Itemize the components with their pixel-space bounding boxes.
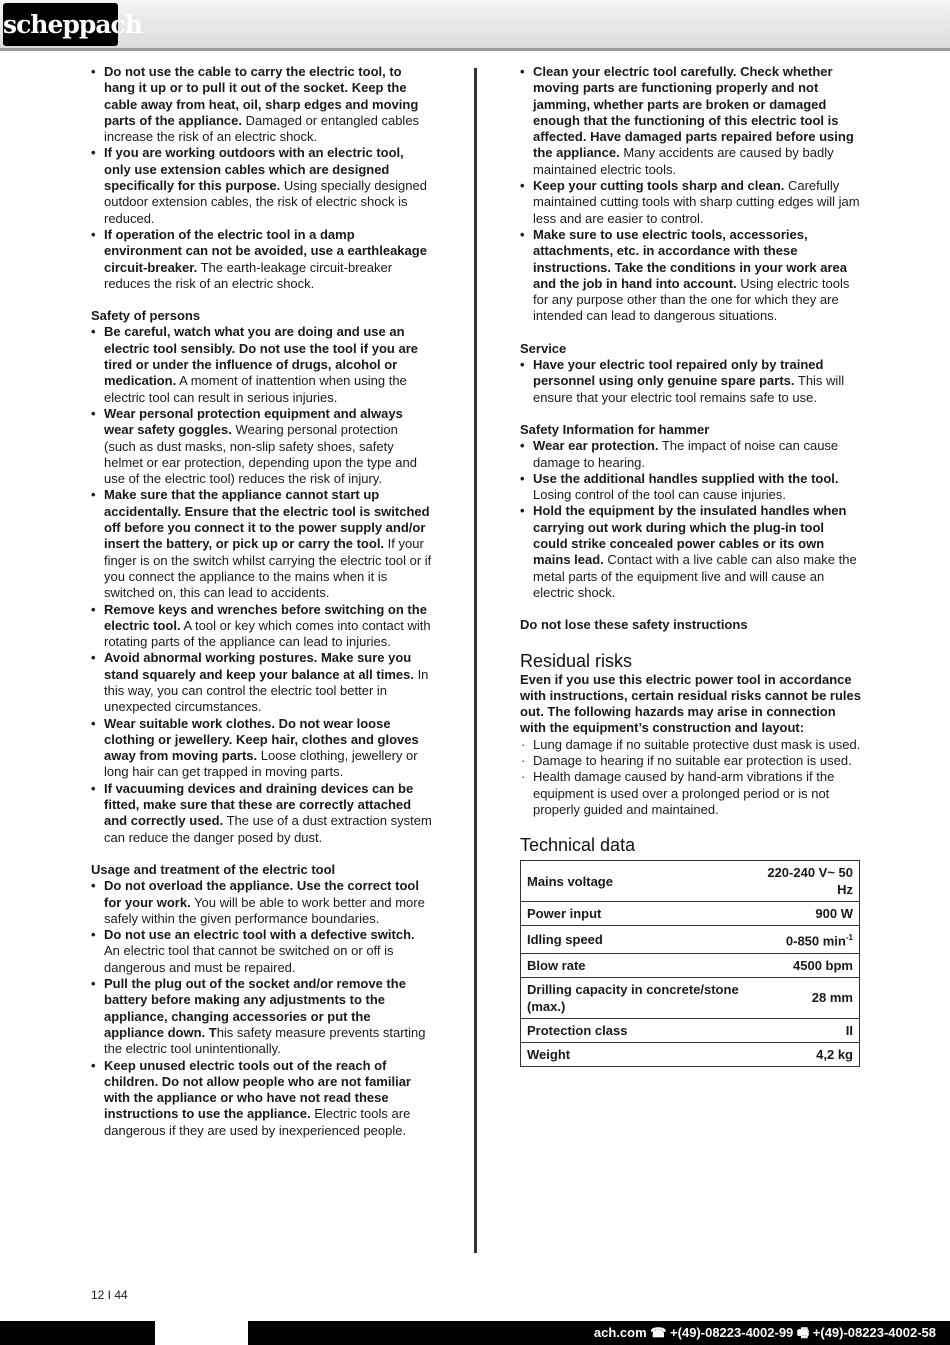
table-row <box>521 926 860 953</box>
right-column <box>520 64 862 1067</box>
list-item-lead: Remove keys and wrenches before switching on the electric tool. <box>104 601 427 633</box>
list-item-text: Using specially designed outdoor extension cables, the risk of electric shock is reduced. <box>104 178 427 226</box>
spec-label: Power input <box>521 902 757 926</box>
list-item: · Lung damage if no suitable protective dust mask is used. <box>520 737 862 753</box>
column-divider <box>474 68 477 1253</box>
usage-list <box>91 878 433 1139</box>
list-item-lead: Do not overload the appliance. Use the correct tool for your work. <box>104 878 419 910</box>
list-item <box>91 781 433 846</box>
spec-value: 220-240 V~ 50 Hz <box>756 861 859 902</box>
persons-list <box>91 324 433 846</box>
list-item-text: his safety measure prevents starting the electric tool unintentionally. <box>104 1024 426 1057</box>
list-item-text: A tool or key which comes into contact with rotating parts of the appliance can lead to injuries. <box>104 617 431 650</box>
list-item <box>520 471 862 504</box>
spec-label: Weight <box>521 1042 757 1066</box>
list-item-text: In this way, you can control the electric tool better in unexpected circumstances. <box>104 666 429 715</box>
list-item-text: The use of a dust extraction system can reduce the danger posed by dust. <box>104 813 432 845</box>
list-item-text: An electric tool that cannot be switched on or off is dangerous and must be repaired. <box>104 943 394 975</box>
list-item-lead: Clean your electric tool carefully. Check whether moving parts are functioning properly and not jamming, whether parts are broken or damaged enough that the functioning of this electric tool is affected. Have damaged parts repaired before using the appliance. <box>533 64 854 161</box>
list-item <box>91 324 433 405</box>
list-item <box>91 406 433 487</box>
service-list <box>520 357 862 406</box>
list-item <box>520 178 862 227</box>
list-item <box>91 145 433 226</box>
page-header <box>0 0 950 51</box>
section-title-persons: Safety of persons <box>91 308 201 324</box>
list-item-text: Carefully maintained cutting tools with sharp cutting edges will jam less and are easier to control. <box>533 178 860 226</box>
footer-contact: ach.com ☎ +(49)-08223-4002-99 🖷 +(49)-08223-4002-58 <box>593 1325 936 1340</box>
page-number: 12 I 44 <box>91 1288 128 1302</box>
list-item-lead: Do not use the cable to carry the electric tool, to hang it up or to pull it out of the socket. Keep the cable away from heat, oil, sharp edges and moving parts of the appliance. <box>104 64 419 128</box>
table-row <box>521 953 860 977</box>
list-item <box>520 503 862 601</box>
list-item <box>91 602 433 651</box>
list-item-text: Contact with a live cable can also make the metal parts of the equipment live and will cause an electric shock. <box>533 552 857 600</box>
list-item: · Damage to hearing if no suitable ear protection is used. <box>520 753 862 769</box>
list-item-text: Losing control of the tool can cause injuries. <box>533 487 786 503</box>
list-item-lead: Be careful, watch what you are doing and use an electric tool sensibly. Do not use the tool if you are tired or under the influence of drugs, alcohol or medication. <box>104 324 418 389</box>
spec-value: 4,2 kg <box>756 1042 859 1066</box>
section-title-service: Service <box>520 340 567 356</box>
list-item <box>91 487 433 601</box>
list-item-text: A moment of inattention when using the electric tool can result in serious injuries. <box>104 373 407 405</box>
keep-instructions-note: Do not lose these safety instructions <box>520 617 748 633</box>
list-item-text: Damaged or entangled cables increase the risk of an electric shock. <box>104 112 420 145</box>
list-item <box>520 438 862 471</box>
hammer-list <box>520 438 862 601</box>
spec-label: Idling speed <box>521 926 757 953</box>
list-item-text: This will ensure that your electric tool remains safe to use. <box>533 373 845 405</box>
spec-label: Drilling capacity in concrete/stone (max.) <box>521 977 757 1018</box>
list-item-text: Electric tools are dangerous if they are used by inexperienced people. <box>104 1106 411 1138</box>
residual-risks-intro: Even if you use this electric power tool in accordance with instructions, certain residual risks cannot be rules out. The following hazards may arise in connection with the equipment’s construction and layout: <box>520 671 861 736</box>
right-intro-list <box>520 64 862 325</box>
list-item-lead: Make sure to use electric tools, accessories, attachments, etc. in accordance with these instructions. Take the conditions in your work area and the job in hand into account. <box>533 226 847 291</box>
section-title-hammer: Safety Information for hammer <box>520 421 710 437</box>
list-item-lead: Have your electric tool repaired only by trained personnel using only genuine spare parts. <box>533 357 824 389</box>
list-item <box>91 227 433 292</box>
list-item-lead: Avoid abnormal working postures. Make sure you stand squarely and keep your balance at all times. <box>104 650 414 682</box>
list-item <box>520 227 862 325</box>
list-item-lead: Keep unused electric tools out of the reach of children. Do not allow people who are not familiar with the appliance or who have not read these instructions to use the appliance. <box>104 1057 411 1122</box>
list-item <box>91 650 433 715</box>
spec-label: Blow rate <box>521 953 757 977</box>
spec-value: 28 mm <box>756 977 859 1018</box>
list-item-lead: Keep your cutting tools sharp and clean. <box>533 178 785 194</box>
list-item-text: Using electric tools for any purpose other than the one for which they are intended can lead to dangerous situations. <box>533 275 850 324</box>
section-title-usage: Usage and treatment of the electric tool <box>91 861 336 877</box>
left-intro-list <box>91 64 433 292</box>
list-item-lead: If vacuuming devices and draining devices can be fitted, make sure that these are correctly attached and correctly used. <box>104 780 414 829</box>
list-item-text: Many accidents are caused by badly maintained electric tools. <box>533 145 834 177</box>
table-row <box>521 1042 860 1066</box>
list-item-lead: Wear personal protection equipment and always wear safety goggles. <box>104 405 403 438</box>
footer-white-block <box>155 1321 248 1345</box>
list-item <box>520 357 862 406</box>
page-footer <box>0 1321 950 1345</box>
list-item-text: If your finger is on the switch whilst carrying the electric tool or if you connect the appliance to the mains when it is switched on, this can lead to accidents. <box>104 536 432 601</box>
list-item-text: Loose clothing, jewellery or long hair can get trapped in moving parts. <box>104 748 418 780</box>
spec-value: 4500 bpm <box>756 953 859 977</box>
spec-label: Mains voltage <box>521 861 757 902</box>
brand-logo: scheppach <box>3 3 118 46</box>
list-item <box>91 878 433 927</box>
list-item-lead: Make sure that the appliance cannot start up accidentally. Ensure that the electric tool is switched off before you connect it to the power supply and/or insert the battery, or pick up or carry the tool. <box>104 487 430 552</box>
spec-value: 900 W <box>756 902 859 926</box>
list-item-lead: Pull the plug out of the socket and/or remove the battery before making any adjustments to the appliance, changing accessories or put the appliance down. T <box>104 976 406 1040</box>
list-item-lead: Wear suitable work clothes. Do not wear loose clothing or jewellery. Keep hair, clothes and gloves away from moving parts. <box>104 715 419 764</box>
list-item-text: The impact of noise can cause damage to hearing. <box>533 438 839 470</box>
table-row <box>521 902 860 926</box>
spec-value: 0-850 $\min^{-1}$ <box>756 926 859 953</box>
table-row <box>521 1018 860 1042</box>
list-item <box>91 927 433 976</box>
spec-value: II <box>756 1018 859 1042</box>
list-item-lead: Wear ear protection. <box>533 438 659 454</box>
technical-data-table <box>520 860 860 1066</box>
residual-risks-heading: Residual risks <box>520 650 633 671</box>
list-item-text: Wearing personal protection (such as dust masks, non-slip safety shoes, safety helmet or ear protection, depending upon the type and use of the electric tool) reduces the risk of injury. <box>104 422 417 487</box>
list-item-lead: If you are working outdoors with an electric tool, only use extension cables which are designed specifically for this purpose. <box>104 145 404 194</box>
list-item-lead: Do not use an electric tool with a defective switch. <box>104 927 415 943</box>
list-item-text: You will be able to work better and more safely within the given performance boundaries. <box>104 894 425 926</box>
list-item-lead: Hold the equipment by the insulated handles when carrying out work during which the plug-in tool could strike concealed power cables or its own mains lead. <box>533 503 847 568</box>
spec-label: Protection class <box>521 1018 757 1042</box>
list-item <box>520 64 862 178</box>
list-item: · Health damage caused by hand-arm vibrations if the equipment is used over a prolonged period or is not properly guided and maintained. <box>520 769 862 818</box>
left-column <box>91 64 433 1139</box>
list-item <box>91 976 433 1057</box>
table-row <box>521 977 860 1018</box>
list-item-lead: If operation of the electric tool in a damp environment can not be avoided, use a earthleakage circuit-breaker. <box>104 226 427 275</box>
list-item <box>91 1058 433 1139</box>
residual-risks-list <box>520 737 862 818</box>
table-row <box>521 861 860 902</box>
list-item-text: The earth-leakage circuit-breaker reduces the risk of an electric shock. <box>104 259 393 291</box>
list-item <box>91 64 433 145</box>
list-item <box>91 716 433 781</box>
technical-data-heading: Technical data <box>520 835 636 856</box>
list-item-lead: Use the additional handles supplied with the tool. <box>533 470 839 486</box>
